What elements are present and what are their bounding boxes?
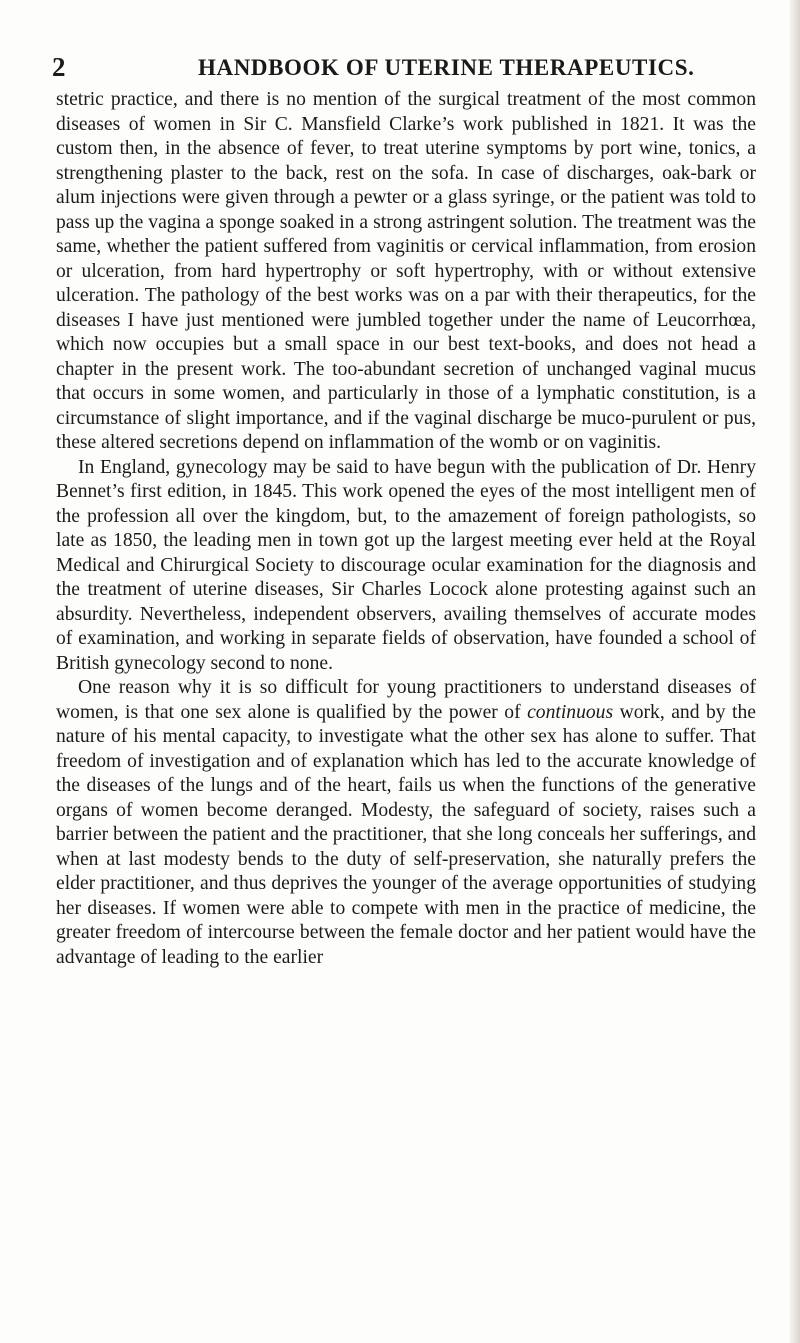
body-text bbox=[56, 88, 756, 970]
paragraph-1 bbox=[56, 88, 756, 456]
paragraph-2-text: In England, gynecology may be said to have begun with the publication of Dr. Henry Bennet’s first edition, in 1845. This work opened the eyes of the most intelligent men of the profession all over the kingdom, but, to the amazement of foreign pathologists, so late as 1850, the leading men in town got up the largest meeting ever held at the Royal Medical and Chirurgical Society to discourage ocular examination for the diagnosis and the treatment of uterine diseases, Sir Charles Locock alone protesting against such an absurdity. Nevertheless, independent observers, availing themselves of accurate modes of examination, and working in separate fields of observation, have founded a school of British gynecology second to none. bbox=[56, 456, 756, 674]
page-number: 2 bbox=[52, 52, 66, 82]
page-edge-shadow bbox=[790, 0, 800, 1343]
paragraph-3 bbox=[56, 676, 756, 970]
paragraph-3-text-start: One reason why it is so difficult for young practitioners to understand diseases of women, is that one sex alone is qualified by the power of bbox=[56, 677, 756, 723]
paragraph-2 bbox=[56, 456, 756, 677]
paragraph-1-text: stetric practice, and there is no mention of the surgical treatment of the most common diseases of women in Sir C. Mansfield Clarke’s work published in 1821. It was the custom then, in the absence of fever, to treat uterine symptoms by port wine, tonics, a strengthening plaster to the back, rest on the sofa. In case of discharges, oak-bark or alum injections were given through a pewter or a glass syringe, or the patient was told to pass up the vagina a sponge soaked in a strong astringent solution. The treatment was the same, whether the patient suffered from vaginitis or cervical inflammation, from erosion or ulceration, from hard hypertrophy or soft hypertrophy, with or without extensive ulceration. The pathology of the best works was on a par with their therapeutics, for the diseases I have just mentioned were jumbled together under the name of Leucorrhœa, which now occupies but a small space in our best text-books, and does not head a chapter in the present work. The too-abundant secretion of unchanged vaginal mucus that occurs in some women, and particularly in those of a lymphatic constitution, is a circumstance of slight importance, and if the vaginal discharge be muco-purulent or pus, these altered secretions depend on inflammation of the womb or on vaginitis. bbox=[56, 89, 756, 453]
italic-emphasis: continuous bbox=[527, 701, 614, 723]
paragraph-3-text-end: work, and by the nature of his mental capacity, to investigate what the other sex has alone to suffer. That freedom of investigation and of explanation which has led to the accurate knowledge of the diseases of the lungs and of the heart, fails us when the functions of the generative organs of women become deranged. Modesty, the safeguard of society, raises such a barrier between the patient and the practitioner, that she long conceals her sufferings, and when at last modesty bends to the duty of self-preservation, she naturally prefers the elder practitioner, and thus deprives the younger of the average opportunities of studying her diseases. If women were able to compete with men in the practice of medicine, the greater freedom of intercourse between the female doctor and her patient would have the advantage of leading to the earlier bbox=[56, 701, 756, 968]
page-header bbox=[52, 52, 752, 82]
running-head: HANDBOOK OF UTERINE THERAPEUTICS. bbox=[198, 55, 695, 80]
